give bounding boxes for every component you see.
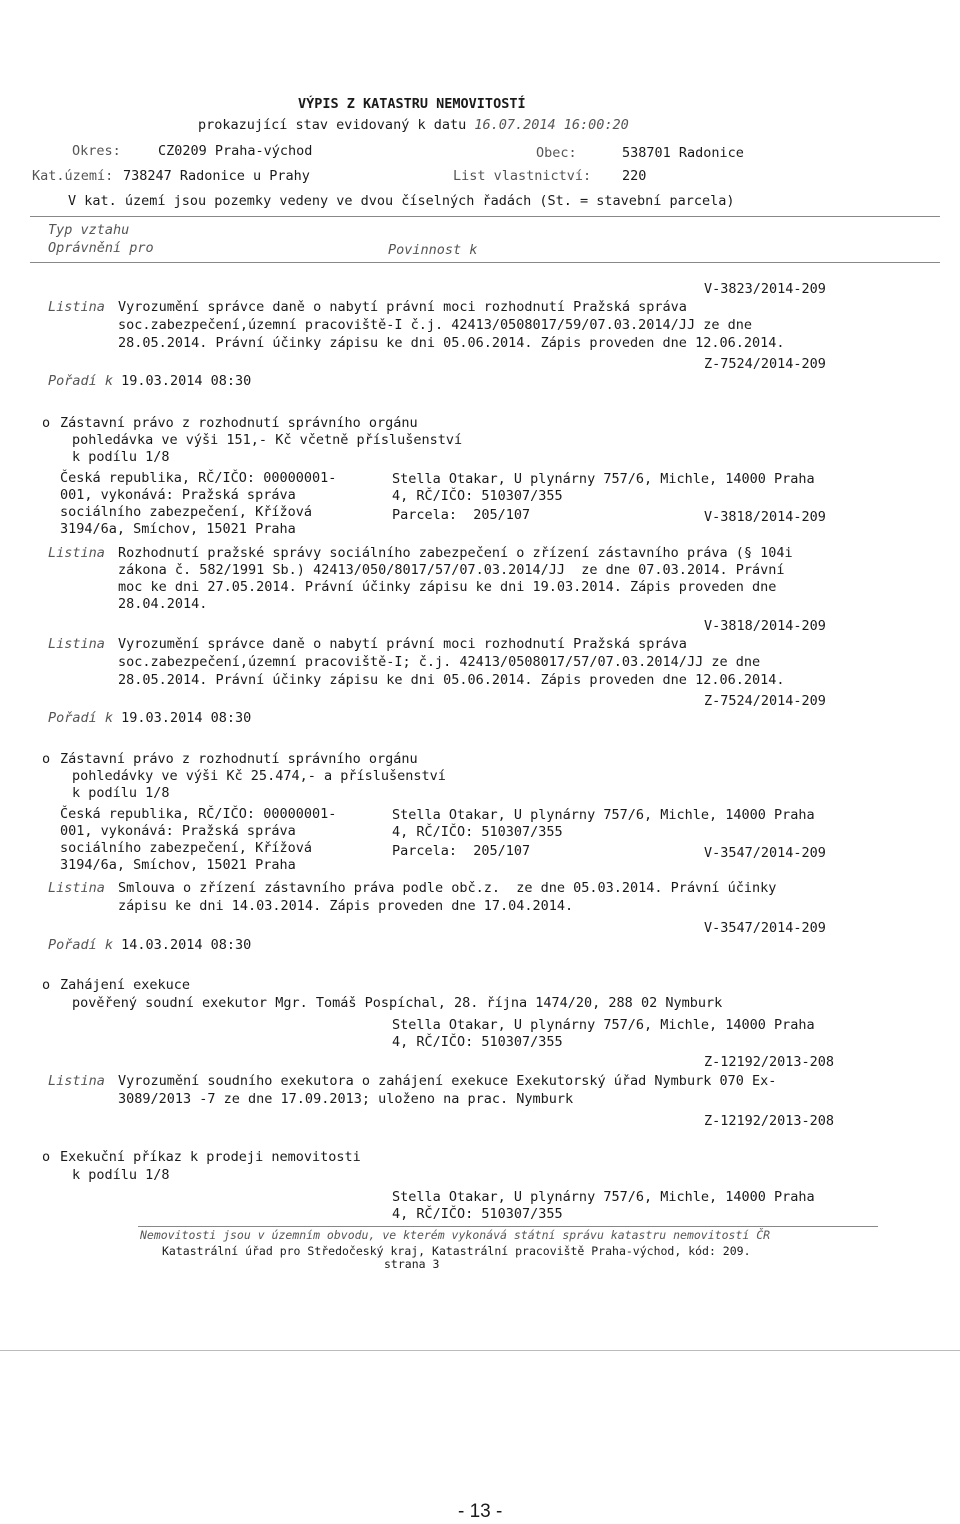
s5-bullet: o [42,1149,51,1165]
s4-title: Zahájení exekuce [60,977,191,993]
s4-line1: pověřený soudní exekutor Mgr. Tomáš Pospíchal, 28. října 1474/20, 288 02 Nymburk [72,995,723,1011]
col-opravneni-pro: Oprávnění pro [48,240,154,256]
s2-left1: Česká republika, RČ/IČO: 00000001- [60,470,337,486]
okres-value: CZ0209 Praha-východ [158,143,313,159]
s2-right1: Stella Otakar, U plynárny 757/6, Michle, 14000 Praha [392,471,815,487]
s1-poradi [48,373,251,390]
s3-listina-label: Listina [48,880,105,896]
s2-left4: 3194/6a, Smíchov, 15021 Praha [60,521,296,537]
s1-ref-z: Z-7524/2014-209 [704,356,826,372]
columns-divider [30,262,940,263]
s3-right2: 4, RČ/IČO: 510307/355 [392,824,563,840]
page-number: - 13 - [458,1501,503,1522]
s2-ref-z: Z-7524/2014-209 [704,693,826,709]
s2-left3: sociálního zabezpečení, Křížová [60,504,312,520]
s2-listina-line4: 28.04.2014. [118,596,208,612]
obec-value: 538701 Radonice [622,145,744,161]
s4-ref-z2: Z-12192/2013-208 [704,1113,835,1129]
s4-bullet: o [42,977,51,993]
s4-listina-line1: Vyrozumění soudního exekutora o zahájení exekuce Exekutorský úřad Nymburk 070 Ex- [118,1073,777,1089]
s4-listina-label: Listina [48,1073,105,1089]
s2-parcela: Parcela: 205/107 [392,507,531,523]
s4-right1: Stella Otakar, U plynárny 757/6, Michle, 14000 Praha [392,1017,815,1033]
s3-line2: k podílu 1/8 [72,785,170,801]
katuzemi-value: 738247 Radonice u Prahy [123,168,310,184]
s3-parcela: Parcela: 205/107 [392,843,531,859]
s3-left2: 001, vykonává: Pražská správa [60,823,296,839]
s3-left3: sociálního zabezpečení, Křížová [60,840,312,856]
s2-title: Zástavní právo z rozhodnutí správního orgánu [60,415,418,431]
s1-ref-top: V-3823/2014-209 [704,281,826,297]
s2-listina-line3: moc ke dni 27.05.2014. Právní účinky zápisu ke dni 19.03.2014. Zápis proveden dne [118,579,777,595]
s4-right2: 4, RČ/IČO: 510307/355 [392,1034,563,1050]
s3-line1: pohledávky ve výši Kč 25.474,- a příslušenství [72,768,446,784]
document-title: VÝPIS Z KATASTRU NEMOVITOSTÍ [298,96,526,112]
s3-poradi-value: 14.03.2014 08:30 [121,937,252,953]
s1-listina-label: Listina [48,299,105,315]
s1-poradi-value: 19.03.2014 08:30 [121,373,252,389]
s2-poradi-value: 19.03.2014 08:30 [121,710,252,726]
footer-line1: Nemovitosti jsou v územním obvodu, ve kterém vykonává státní správu katastru nemovitostí ČR [140,1228,771,1242]
footer-divider [138,1226,878,1227]
lv-value: 220 [622,168,647,184]
header-divider [30,216,940,217]
s1-listina-line2: soc.zabezpečení,územní pracoviště-I č.j. 42413/0508017/59/07.03.2014/JJ ze dne [118,317,752,333]
s1-listina-line1: Vyrozumění správce daně o nabytí právní moci rozhodnutí Pražská správa [118,299,687,315]
footer-line2: Katastrální úřad pro Středočeský kraj, Katastrální pracoviště Praha-východ, kód: 209. [162,1244,751,1258]
s2-bullet: o [42,415,51,431]
lv-label: List vlastnictví: [453,168,592,184]
s3-ref: V-3547/2014-209 [704,845,826,861]
subtitle-prefix: prokazující stav evidovaný k datu [198,117,467,133]
s4-listina-line2: 3089/2013 -7 ze dne 17.09.2013; uloženo na prac. Nymburk [118,1091,574,1107]
okres-label: Okres: [72,143,121,159]
s2-listina2-line3: 28.05.2014. Právní účinky zápisu ke dni 05.06.2014. Zápis proveden dne 12.06.2014. [118,672,785,688]
s3-poradi-label: Pořadí k [48,937,114,953]
s5-right2: 4, RČ/IČO: 510307/355 [392,1206,563,1222]
footer-page: strana 3 [384,1257,440,1271]
s2-listina2-label: Listina [48,636,105,652]
s2-left2: 001, vykonává: Pražská správa [60,487,296,503]
col-typ-vztahu: Typ vztahu [48,222,130,238]
s3-left1: Česká republika, RČ/IČO: 00000001- [60,806,337,822]
s2-listina2-line2: soc.zabezpečení,územní pracoviště-I; č.j. 42413/0508017/57/07.03.2014/JJ ze dne [118,654,761,670]
s1-listina-line3: 28.05.2014. Právní účinky zápisu ke dni 05.06.2014. Zápis proveden dne 12.06.2014. [118,335,785,351]
s3-bullet: o [42,751,51,767]
s3-left4: 3194/6a, Smíchov, 15021 Praha [60,857,296,873]
subtitle-date: 16.07.2014 16:00:20 [474,117,629,133]
s2-line1: pohledávka ve výši 151,- Kč včetně příslušenství [72,432,463,448]
s5-line1: k podílu 1/8 [72,1167,170,1183]
katuzemi-label: Kat.území: [32,168,114,184]
series-note: V kat. území jsou pozemky vedeny ve dvou číselných řadách (St. = stavební parcela) [68,193,735,209]
s3-ref-v2: V-3547/2014-209 [704,920,826,936]
document-subtitle [198,117,629,134]
s3-poradi [48,937,251,954]
s2-right2: 4, RČ/IČO: 510307/355 [392,488,563,504]
s3-listina-line1: Smlouva o zřízení zástavního práva podle obč.z. ze dne 05.03.2014. Právní účinky [118,880,777,896]
s2-ref-v2: V-3818/2014-209 [704,618,826,634]
s4-ref-z: Z-12192/2013-208 [704,1054,835,1070]
s2-listina-line2: zákona č. 582/1991 Sb.) 42413/050/8017/57/07.03.2014/JJ ze dne 07.03.2014. Právní [118,562,785,578]
col-povinnost-k: Povinnost k [388,242,478,258]
s3-right1: Stella Otakar, U plynárny 757/6, Michle, 14000 Praha [392,807,815,823]
s2-ref: V-3818/2014-209 [704,509,826,525]
s2-poradi [48,710,251,727]
s2-listina2-line1: Vyrozumění správce daně o nabytí právní moci rozhodnutí Pražská správa [118,636,687,652]
s2-listina-line1: Rozhodnutí pražské správy sociálního zabezpečení o zřízení zástavního práva (§ 104i [118,545,793,561]
s2-listina-label: Listina [48,545,105,561]
scan-edge-line [0,1350,960,1351]
s1-poradi-label: Pořadí k [48,373,114,389]
s2-poradi-label: Pořadí k [48,710,114,726]
s2-line2: k podílu 1/8 [72,449,170,465]
s5-right1: Stella Otakar, U plynárny 757/6, Michle, 14000 Praha [392,1189,815,1205]
s3-title: Zástavní právo z rozhodnutí správního orgánu [60,751,418,767]
s3-listina-line2: zápisu ke dni 14.03.2014. Zápis proveden dne 17.04.2014. [118,898,574,914]
s5-title: Exekuční příkaz k prodeji nemovitosti [60,1149,361,1165]
obec-label: Obec: [536,145,577,161]
